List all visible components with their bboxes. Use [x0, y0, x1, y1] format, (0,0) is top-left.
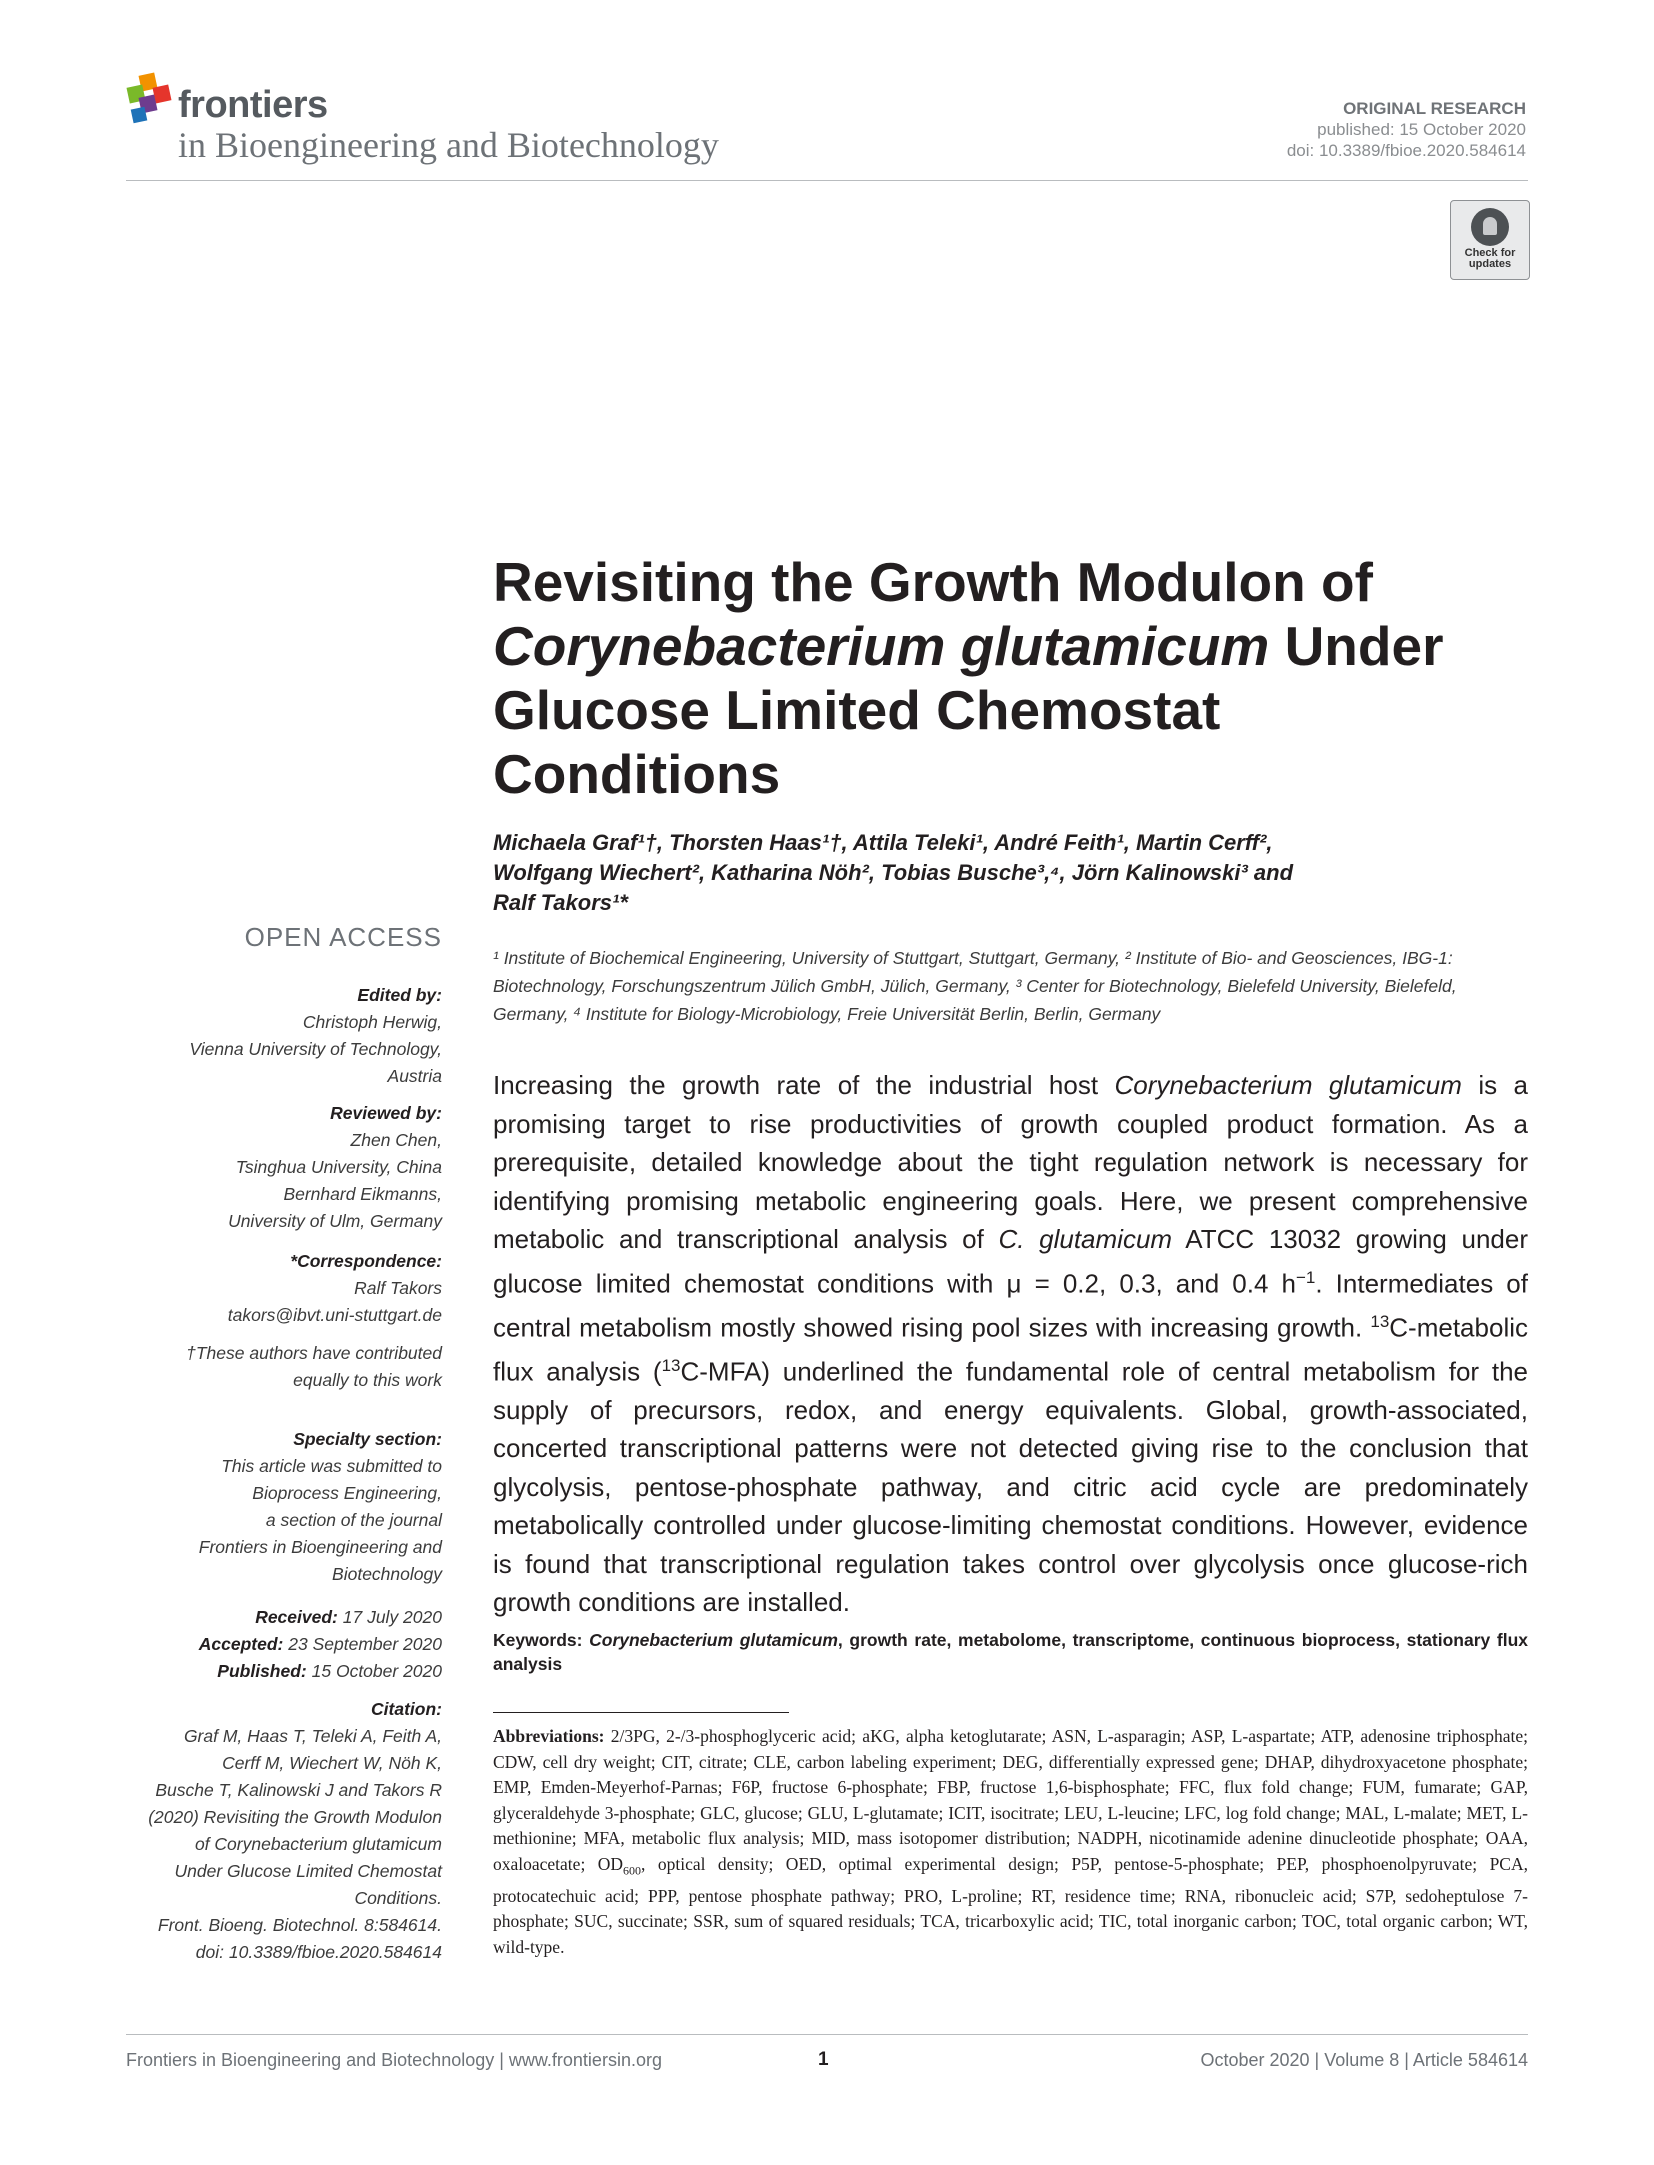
- published-side-date: [130, 1658, 442, 1685]
- article-meta: [1287, 98, 1526, 161]
- specialty-line: a section of the journal: [265, 1510, 442, 1530]
- citation-doi[interactable]: doi: 10.3389/fbioe.2020.584614: [195, 1942, 442, 1962]
- specialty-line: Frontiers in Bioengineering and: [198, 1537, 442, 1557]
- correspondence-name: Ralf Takors: [354, 1278, 442, 1298]
- citation-line: Under Glucose Limited Chemostat: [174, 1861, 442, 1881]
- affiliation-line: ¹ Institute of Biochemical Engineering, University of Stuttgart, Stuttgart, Germany, ² Institute of Bio- and Geosciences, IBG-1:: [493, 948, 1453, 968]
- abbreviations-subscript: 600: [623, 1863, 642, 1877]
- citation-line: Front. Bioeng. Biotechnol. 8:584614.: [157, 1915, 442, 1935]
- editor-line: Christoph Herwig,: [302, 1012, 442, 1032]
- article-title: [493, 550, 1533, 806]
- accepted-date: [130, 1631, 442, 1658]
- affiliation-line: Biotechnology, Forschungszentrum Jülich GmbH, Jülich, Germany, ³ Center for Biotechnology, Bielefeld University, Bielefeld,: [493, 976, 1457, 996]
- author-line: Wolfgang Wiechert², Katharina Nöh², Tobias Busche³,⁴, Jörn Kalinowski³ and: [493, 860, 1294, 885]
- citation-line: Cerff M, Wiechert W, Nöh K,: [222, 1753, 442, 1773]
- footer-issue: October 2020 | Volume 8 | Article 584614: [1200, 2050, 1528, 2070]
- abstract-text: Increasing the growth rate of the industrial host: [493, 1070, 1115, 1100]
- title-line-1: Revisiting the Growth Modulon of: [493, 551, 1373, 613]
- reviewer-line: Zhen Chen,: [350, 1130, 442, 1150]
- abstract-text: is a promising target to rise productivities of growth coupled product formation. As a prerequisite, detailed knowledge about the tight regulation network is necessary for identifying promising metabolic engineering goals. Here, we present comprehensive metabolic and transcriptional analysis of: [493, 1070, 1528, 1254]
- abstract-text: C-MFA) underlined the fundamental role of central metabolism for the supply of precursors, redox, and energy equivalents. Global, growth-associated, concerted transcriptional patterns were not detected giving rise to the conclusion that glycolysis, pentose-phosphate pathway, and citric acid cycle are predominately metabolically controlled under glucose-limiting chemostat conditions. However, evidence is found that transcriptional regulation takes control over glycolysis once glucose-rich growth conditions are installed.: [493, 1356, 1528, 1618]
- correspondence-heading: *Correspondence:: [290, 1251, 442, 1271]
- title-line-2: [493, 614, 1533, 678]
- header-divider: [126, 180, 1528, 181]
- specialty-heading: Specialty section:: [293, 1429, 442, 1449]
- abstract-text: C-metabolic flux analysis (: [493, 1312, 1528, 1387]
- footer-divider: [126, 2034, 1528, 2035]
- title-species: Corynebacterium glutamicum: [493, 615, 1270, 677]
- editor-line: Vienna University of Technology,: [189, 1039, 442, 1059]
- abstract-species: Corynebacterium glutamicum: [1114, 1070, 1462, 1100]
- editor-line: Austria: [387, 1066, 442, 1086]
- reviewer-line: Bernhard Eikmanns,: [283, 1184, 442, 1204]
- citation-line: Conditions.: [354, 1888, 442, 1908]
- abbreviations-label: Abbreviations:: [493, 1726, 611, 1746]
- reviewer-line: University of Ulm, Germany: [228, 1211, 442, 1231]
- specialty-line: Bioprocess Engineering,: [252, 1483, 442, 1503]
- abbreviations-text: , optical density; OED, optimal experimental design; P5P, pentose-5-phosphate; PEP, phosphoenolpyruvate; PCA, protocatechuic acid; PPP, pentose phosphate pathway; PRO, L-proline; RT, residence time; RNA, ribonucleic acid; S7P, sedoheptulose 7-phosphate; SUC, succinate; SSR, sum of squared residuals; TCA, tricarboxylic acid; TIC, total inorganic carbon; TOC, total organic carbon; WT, wild-type.: [493, 1853, 1528, 1957]
- specialty-section-block: [130, 1426, 442, 1588]
- published-date: published: 15 October 2020: [1317, 120, 1526, 139]
- citation-line: (2020) Revisiting the Growth Modulon: [148, 1807, 442, 1827]
- page-number: 1: [818, 2049, 829, 2070]
- author-line: Ralf Takors¹*: [493, 890, 628, 915]
- accepted-label: Accepted:: [198, 1634, 284, 1654]
- note-line: †These authors have contributed: [186, 1343, 442, 1363]
- accepted-value: 23 September 2020: [288, 1634, 442, 1654]
- badge-label-2: updates: [1468, 258, 1512, 270]
- article-doi[interactable]: doi: 10.3389/fbioe.2020.584614: [1286, 141, 1526, 160]
- published-value: 15 October 2020: [311, 1661, 442, 1681]
- frontiers-wordmark: frontiers: [178, 84, 328, 126]
- title-line-3: Glucose Limited Chemostat: [493, 679, 1221, 741]
- equal-contribution-note: [130, 1340, 442, 1394]
- correspondence-email[interactable]: takors@ibvt.uni-stuttgart.de: [227, 1305, 442, 1325]
- footer-journal[interactable]: Frontiers in Bioengineering and Biotechnology | www.frontiersin.org: [126, 2050, 662, 2070]
- edited-by-block: [130, 982, 442, 1090]
- abstract-text: ATCC 13032 growing under glucose limited chemostat conditions with μ = 0.2, 0.3, and 0.4 h: [493, 1224, 1529, 1299]
- abbreviations: [493, 1724, 1528, 1960]
- reviewed-by-block: [130, 1100, 442, 1235]
- published-label: Published:: [217, 1661, 307, 1681]
- abstract-species: C. glutamicum: [998, 1224, 1173, 1254]
- keywords-list: , growth rate, metabolome, transcriptome, continuous bioprocess, stationary flux analysis: [493, 1630, 1529, 1674]
- abstract-text: . Intermediates of central metabolism mostly showed rising pool sizes with increasing growth.: [493, 1268, 1528, 1343]
- title-line-4: Conditions: [493, 743, 781, 805]
- citation-line: Busche T, Kalinowski J and Takors R: [155, 1780, 442, 1800]
- citation-block: [130, 1696, 442, 1966]
- affiliations: [493, 944, 1533, 1028]
- citation-line: Graf M, Haas T, Teleki A, Feith A,: [183, 1726, 442, 1746]
- reviewed-by-heading: Reviewed by:: [330, 1103, 442, 1123]
- citation-line: of Corynebacterium glutamicum: [194, 1834, 442, 1854]
- note-line: equally to this work: [293, 1370, 442, 1390]
- open-access-label: OPEN ACCESS: [244, 922, 442, 952]
- footnote-divider: [493, 1712, 789, 1713]
- article-type: ORIGINAL RESEARCH: [1343, 99, 1526, 118]
- abbreviations-text: 2/3PG, 2-/3-phosphoglyceric acid; aKG, alpha ketoglutarate; ASN, L-asparagin; ASP, L-aspartate; ATP, adenosine triphosphate; CDW, cell dry weight; CIT, citrate; CLE, carbon labeling experiment; DEG, differentially expressed gene; DHAP, dihydroxyacetone phosphate; EMP, Emden-Meyerhof-Parnas; F6P, fructose 6-phosphate; FBP, fructose 1,6-bisphosphate; FFC, flux fold change; FUM, fumarate; GAP, glyceraldehyde 3-phosphate; GLC, glucose; GLU, L-glutamate; ICIT, isocitrate; LEU, L-leucine; LFC, log fold change; MAL, L-malate; MET, L-methionine; MFA, metabolic flux analysis; MID, mass isotopomer distribution; NADPH, nicotinamide adenine dinucleotide phosphate; OAA, oxaloacetate; OD: [493, 1726, 1528, 1874]
- reviewer-line: Tsinghua University, China: [235, 1157, 442, 1177]
- journal-name: in Bioengineering and Biotechnology: [178, 125, 719, 165]
- received-label: Received:: [255, 1607, 338, 1627]
- specialty-line: This article was submitted to: [221, 1456, 442, 1476]
- author-line: Michaela Graf¹†, Thorsten Haas¹†, Attila Teleki¹, André Feith¹, Martin Cerff²,: [493, 830, 1273, 855]
- author-list: [493, 828, 1533, 918]
- affiliation-line: Germany, ⁴ Institute for Biology-Microbiology, Freie Universität Berlin, Berlin, Germany: [493, 1004, 1161, 1024]
- keywords-label: Keywords:: [493, 1630, 590, 1650]
- keywords: [493, 1628, 1528, 1676]
- dates-block: [130, 1604, 442, 1685]
- badge-label-1: Check for: [1464, 247, 1516, 259]
- abstract: [493, 1066, 1528, 1622]
- citation-heading: Citation:: [371, 1699, 442, 1719]
- abstract-isotope: 13: [661, 1355, 681, 1375]
- specialty-line: Biotechnology: [332, 1564, 442, 1584]
- frontiers-logo-icon: [126, 72, 176, 130]
- keywords-species: Corynebacterium glutamicum: [589, 1630, 838, 1650]
- correspondence-block: [130, 1248, 442, 1329]
- edited-by-heading: Edited by:: [357, 985, 442, 1005]
- abstract-exponent: −1: [1295, 1267, 1316, 1287]
- abstract-isotope: 13: [1370, 1311, 1390, 1331]
- title-line-2-rest: Under: [1269, 615, 1444, 677]
- received-value: 17 July 2020: [342, 1607, 442, 1627]
- check-updates-icon: [1471, 208, 1509, 246]
- check-for-updates-button[interactable]: [1450, 200, 1530, 280]
- received-date: [130, 1604, 442, 1631]
